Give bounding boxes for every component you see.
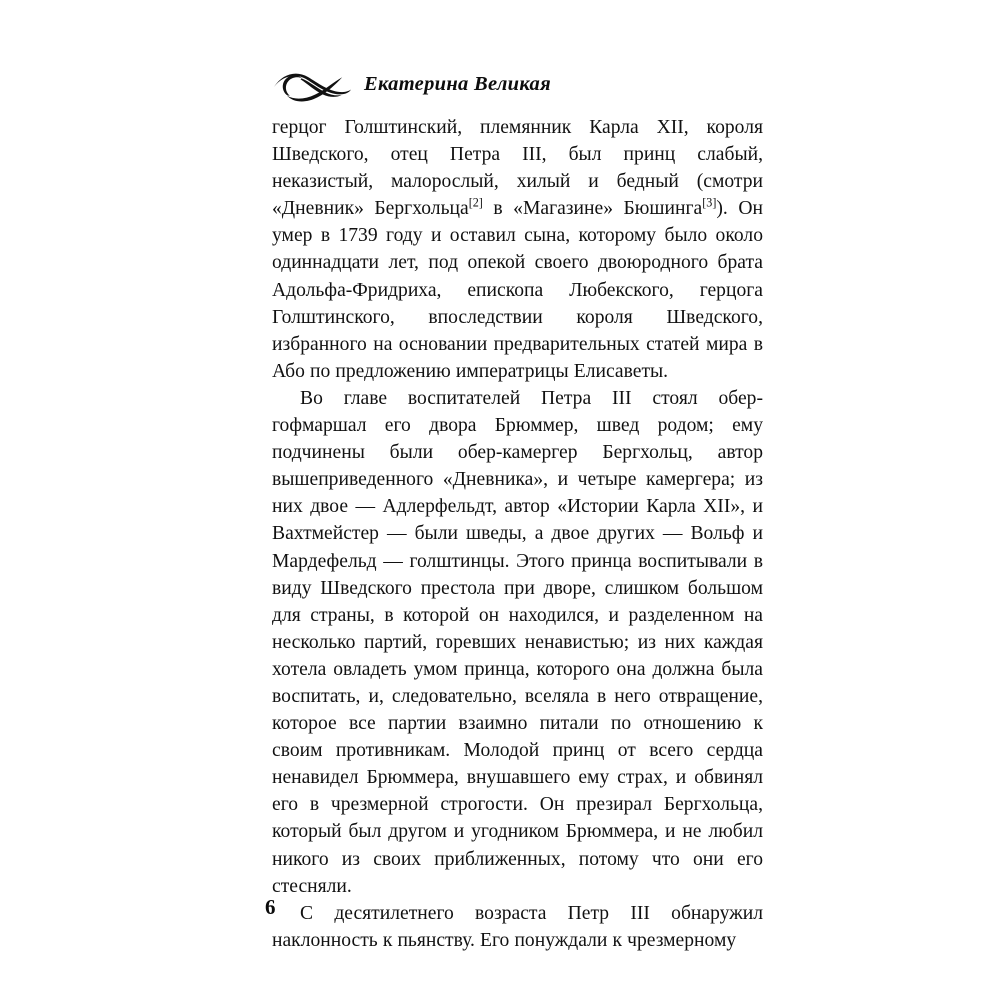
running-head-title: Екатерина Великая <box>364 72 551 95</box>
running-head <box>272 62 764 106</box>
text-column <box>272 114 763 954</box>
calligraphic-swash-ornament-icon <box>272 66 352 102</box>
footnote-marker[interactable]: [2] <box>468 195 483 210</box>
paragraph-continued: герцог Голштинский, племянник Карла XII, короля Шведского, отец Петра III, был принц слабый, неказистый, малорослый, хилый и бедный (смотри «Дневник» Бергхольца[2] в «Магазине» Бюшинга[3]). Он умер в 1739 году и оставил сына, которому было около одиннадцати лет, под опекой своего двоюродного брата Адольфа-Фридриха, епископа Любекского, герцога Голштинского, впоследствии короля Шведского, избранного на основании предварительных статей мира в Або по предложению императрицы Елисаветы. <box>272 117 763 382</box>
paragraph-tutors: Во главе воспитателей Петра III стоял обер-гофмаршал его двора Брюммер, швед родом; ему подчинены были обер-камергер Бергхольц, автор вышеприведенного «Дневника», и четыре камергера; из них двое — Адлерфельдт, автор «Истории Карла XII», и Вахтмейстер — были шведы, а двое других — Вольф и Мардефельд — голштинцы. Этого принца воспитывали в виду Шведского престола при дворе, слишком большом для страны, в которой он находился, и разделенном на несколько партий, горевших ненавистью; из них каждая хотела овладеть умом принца, которого она должна была воспитать, и, следовательно, вселяла в него отвращение, которое все партии взаимно питали по отношению к своим противникам. Молодой принц от всего сердца ненавидел Брюммера, внушавшего ему страх, и обвинял его в чрезмерной строгости. Он презирал Бергхольца, который был другом и угодником Брюммера, и не любил никого из своих приближенных, потому что они его стесняли. <box>272 387 763 897</box>
paragraph-drinking: С десятилетнего возраста Петр III обнаружил наклонность к пьянству. Его понуждали к чрезмерному <box>272 902 763 951</box>
footnote-marker[interactable]: [3] <box>702 195 717 210</box>
page-number: 6 <box>265 895 276 919</box>
